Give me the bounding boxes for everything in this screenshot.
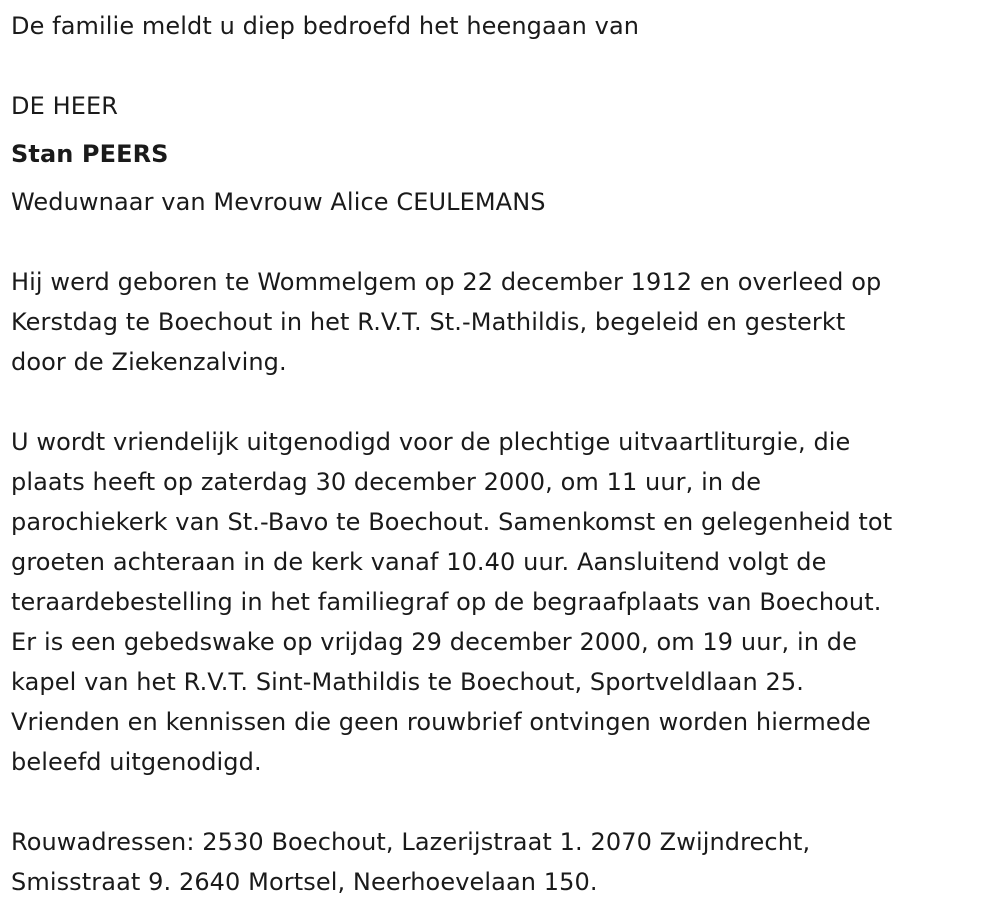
deceased-name: Stan PEERS [11, 140, 169, 168]
paragraph-line: U wordt vriendelijk uitgenodigd voor de plechtige uitvaartliturgie, die [11, 428, 851, 456]
paragraph-line: Kerstdag te Boechout in het R.V.T. St.-Mathildis, begeleid en gesterkt [11, 308, 846, 336]
paragraph-line: teraardebestelling in het familiegraf op de begraafplaats van Boechout. [11, 588, 882, 616]
paragraph-line: Hij werd geboren te Wommelgem op 22 december 1912 en overleed op [11, 268, 882, 296]
paragraph-line: Vrienden en kennissen die geen rouwbrief ontvingen worden hiermede [11, 708, 871, 736]
paragraph-line: kapel van het R.V.T. Sint-Mathildis te Boechout, Sportveldlaan 25. [11, 668, 804, 696]
funeral-service-paragraph [11, 422, 892, 782]
paragraph-line: plaats heeft op zaterdag 30 december 2000, om 11 uur, in de [11, 468, 762, 496]
intro-text: De familie meldt u diep bedroefd het heengaan van [11, 12, 640, 40]
spouse-line: Weduwnaar van Mevrouw Alice CEULEMANS [11, 188, 546, 216]
paragraph-line: parochiekerk van St.-Bavo te Boechout. Samenkomst en gelegenheid tot [11, 508, 893, 536]
paragraph-line: door de Ziekenzalving. [11, 348, 287, 376]
birth-death-paragraph [11, 262, 881, 382]
condolence-addresses [11, 822, 810, 902]
paragraph-line: groeten achteraan in de kerk vanaf 10.40 uur. Aansluitend volgt de [11, 548, 827, 576]
paragraph-line: Smisstraat 9. 2640 Mortsel, Neerhoevelaan 150. [11, 868, 598, 896]
paragraph-line: Rouwadressen: 2530 Boechout, Lazerijstraat 1. 2070 Zwijndrecht, [11, 828, 811, 856]
paragraph-line: beleefd uitgenodigd. [11, 748, 262, 776]
paragraph-line: Er is een gebedswake op vrijdag 29 december 2000, om 19 uur, in de [11, 628, 857, 656]
honorific-title: DE HEER [11, 92, 119, 120]
